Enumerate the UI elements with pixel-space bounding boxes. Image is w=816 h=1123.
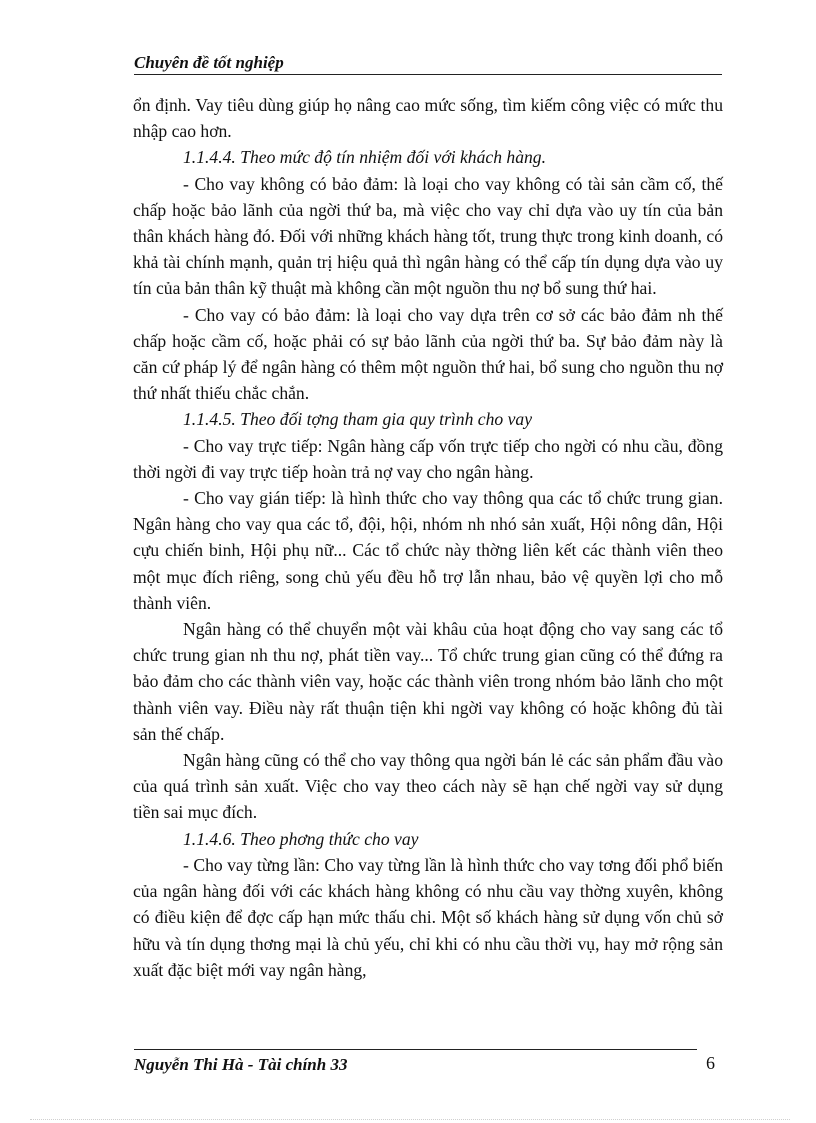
paragraph-intermediary: Ngân hàng có thể chuyển một vài khâu của hoạt động cho vay sang các tổ chức trung gian nh thu nợ, phát tiền vay... Tổ chức trung gian cũng có thể đứng ra bảo đảm cho các thành viên vay, hoặc các thành viên trong nhóm bảo lãnh cho một thành viên vay. Điều này rất thuận tiện khi ngời vay không có hoặc không đủ tài sản thế chấp. — [133, 619, 723, 744]
paragraph-retailer-loan: Ngân hàng cũng có thể cho vay thông qua ngời bán lẻ các sản phẩm đầu vào của quá trình sản xuất. Việc cho vay theo cách này sẽ hạn chế ngời vay sử dụng tiền sai mục đích. — [133, 750, 723, 823]
paragraph-single-loan: - Cho vay từng lần: Cho vay từng lần là hình thức cho vay tơng đối phổ biến của ngân hàng đối với các khách hàng không có nhu cầu vay thờng xuyên, không có điều kiện để đợc cấp hạn mức thấu chi. Một số khách hàng sử dụng vốn chủ sở hữu và tín dụng thơng mại là chủ yếu, chỉ khi có nhu cầu thời vụ, hay mở rộng sản xuất đặc biệt mới vay ngân hàng, — [133, 854, 723, 980]
paragraph-secured-loan: - Cho vay có bảo đảm: là loại cho vay dựa trên cơ sở các bảo đảm nh thế chấp hoặc cầm cố, hoặc phải có sự bảo lãnh của ngời thứ ba. Sự bảo đảm này là căn cứ pháp lý để ngân hàng có thêm một nguồn thứ hai, bổ sung cho nguồn thu nợ thứ nhất thiếu chắc chắn. — [133, 304, 723, 404]
paragraph-continuation: ổn định. Vay tiêu dùng giúp họ nâng cao mức sống, tìm kiếm công việc có mức thu nhập cao hơn. — [133, 95, 723, 142]
header-title: Chuyên đề tốt nghiệp — [134, 53, 284, 72]
paragraph-direct-loan: - Cho vay trực tiếp: Ngân hàng cấp vốn trực tiếp cho ngời có nhu cầu, đồng thời ngời đi vay trực tiếp hoàn trả nợ vay cho ngân hàng. — [133, 435, 723, 482]
paragraph-unsecured-loan: - Cho vay không có bảo đảm: là loại cho vay không có tài sản cầm cố, thế chấp hoặc bảo lãnh của ngời thứ ba, mà việc cho vay chỉ dựa vào uy tín của bản thân khách hàng đó. Đối với những khách hàng tốt, trung thực trong kinh doanh, có khả tài chính mạnh, quản trị hiệu quả thì ngân hàng có thể cấp tín dụng dựa vào uy tín của bản thân kỹ thuật mà không cần một nguồn thu nợ bổ sung thứ hai. — [133, 173, 723, 299]
section-heading-1-1-4-5: 1.1.4.5. Theo đối tợng tham gia quy trình cho vay — [183, 409, 533, 430]
section-heading-1-1-4-4: 1.1.4.4. Theo mức độ tín nhiệm đối với khách hàng. — [183, 147, 546, 168]
footer-rule — [134, 1049, 697, 1050]
page-number: 6 — [706, 1053, 715, 1073]
page-header — [134, 52, 722, 75]
page-bottom-border — [30, 1119, 790, 1120]
footer-author: Nguyễn Thi Hà - Tài chính 33 — [134, 1055, 348, 1074]
section-heading-1-1-4-6: 1.1.4.6. Theo phơng thức cho vay — [183, 828, 419, 849]
paragraph-indirect-loan: - Cho vay gián tiếp: là hình thức cho vay thông qua các tổ chức trung gian. Ngân hàng cho vay qua các tổ, đội, hội, nhóm nh nhó sản xuất, Hội nông dân, Hội cựu chiến binh, Hội phụ nữ... Các tổ chức này thờng liên kết các thành viên theo một mục đích riêng, song chủ yếu đều hỗ trợ lẫn nhau, bảo vệ quyền lợi cho mỗ thành viên. — [133, 488, 723, 613]
document-body — [133, 92, 723, 983]
